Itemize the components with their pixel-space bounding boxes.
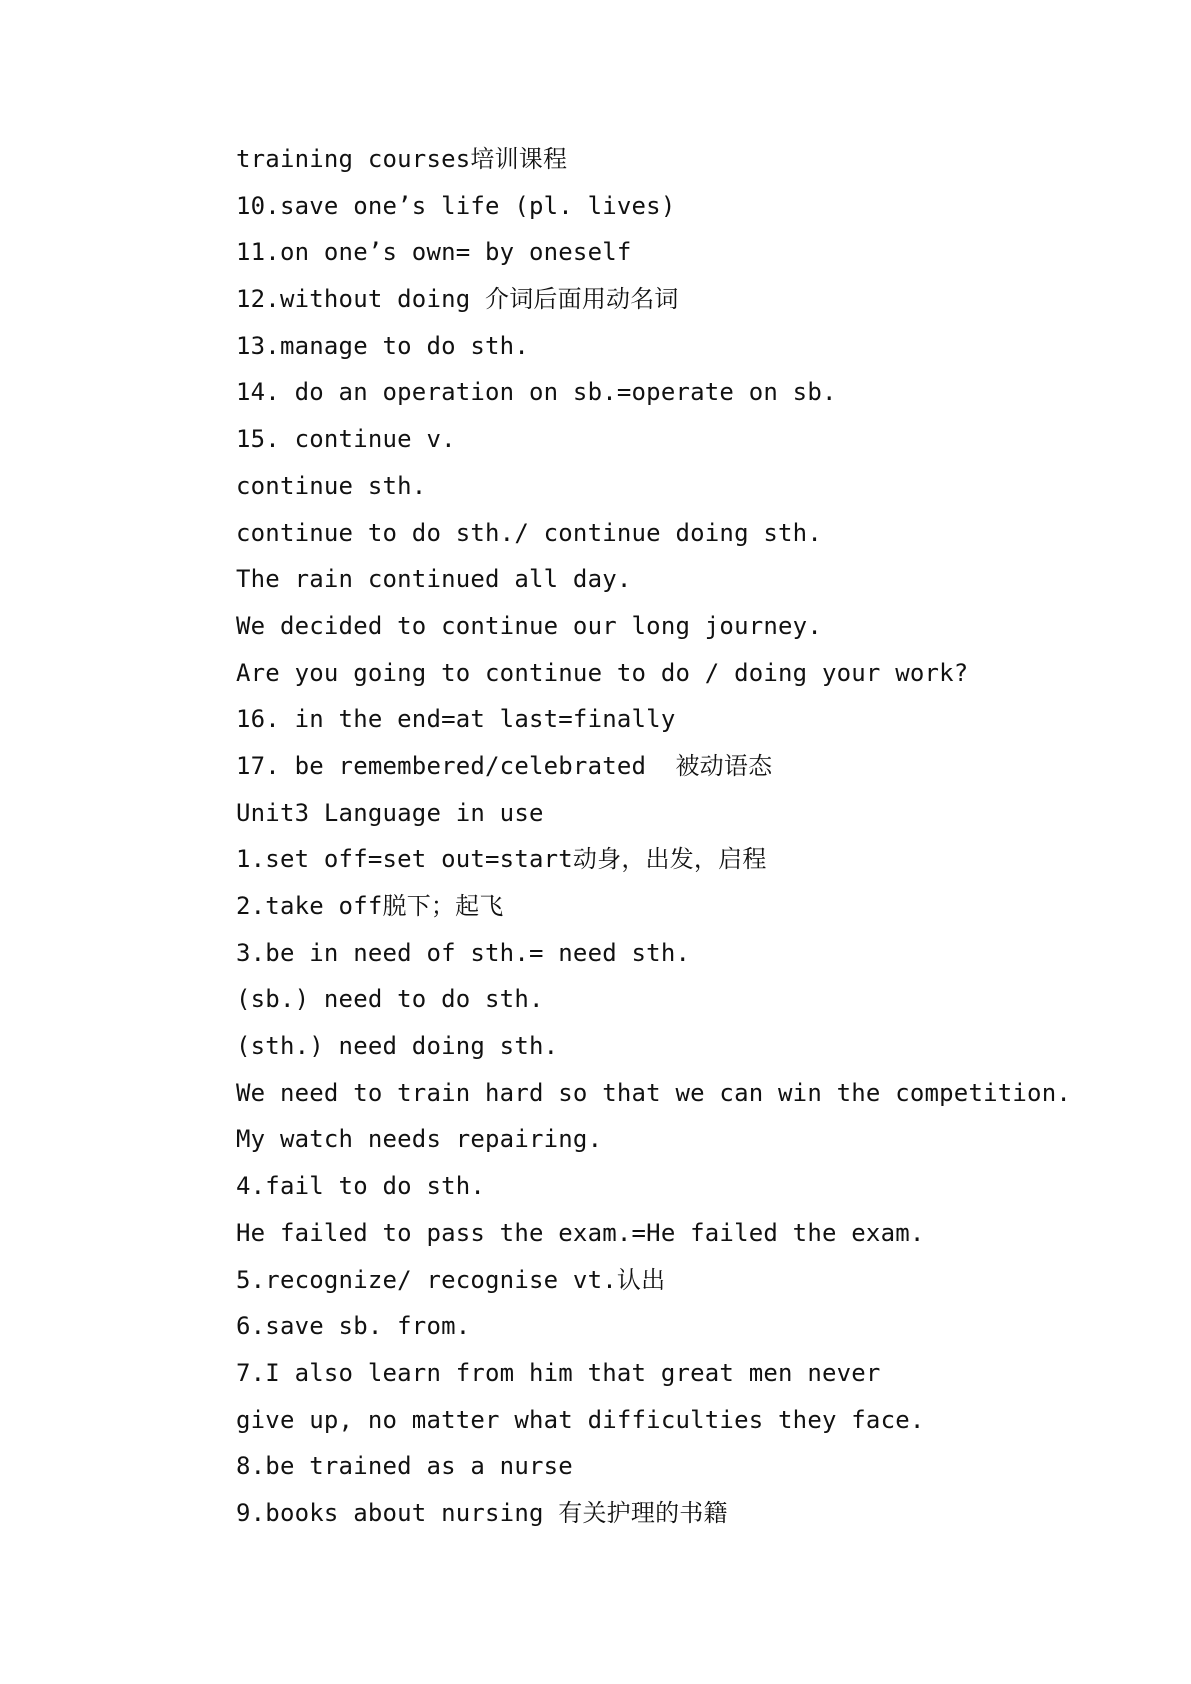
text-line: 7.I also learn from him that great men never <box>236 1358 881 1387</box>
text-line: 13.manage to do sth. <box>236 331 529 360</box>
text-line: 5.recognize/ recognise vt.认出 <box>236 1265 666 1294</box>
section-heading: Unit3 Language in use <box>236 798 544 827</box>
text-line: 4.fail to do sth. <box>236 1172 486 1201</box>
text-line: 6.save sb. from. <box>236 1312 471 1341</box>
text-line: He failed to pass the exam.=He failed the exam. <box>236 1218 925 1247</box>
text-line: 14. do an operation on sb.=operate on sb. <box>236 378 837 407</box>
text-line: (sb.) need to do sth. <box>236 985 544 1014</box>
text-line: 17. be remembered/celebrated 被动语态 <box>236 751 773 780</box>
text-line: continue sth. <box>236 471 427 500</box>
document-body <box>236 136 1096 1537</box>
text-line: 3.be in need of sth.= need sth. <box>236 938 691 967</box>
text-line: 2.take off脱下；起飞 <box>236 892 504 920</box>
text-line: We need to train hard so that we can win the competition. <box>236 1078 1072 1107</box>
text-line: (sth.) need doing sth. <box>236 1032 559 1061</box>
text-line: 10.save one’s life (pl. lives) <box>236 191 676 220</box>
text-line: We decided to continue our long journey. <box>236 611 822 640</box>
text-line: The rain continued all day. <box>236 565 632 594</box>
text-line: 1.set off=set out=start动身，出发，启程 <box>236 845 767 874</box>
text-line: continue to do sth./ continue doing sth. <box>236 518 822 547</box>
text-line: 15. continue v. <box>236 425 456 454</box>
text-line: 11.on one’s own= by oneself <box>236 238 632 267</box>
text-line: give up, no matter what difficulties they face. <box>236 1405 925 1434</box>
text-line: 8.be trained as a nurse <box>236 1452 573 1481</box>
text-line: training courses培训课程 <box>236 145 568 173</box>
text-line: My watch needs repairing. <box>236 1125 603 1154</box>
text-line: 9.books about nursing 有关护理的书籍 <box>236 1498 728 1527</box>
text-line: Are you going to continue to do / doing your work? <box>236 658 969 687</box>
text-line: 16. in the end=at last=finally <box>236 705 676 734</box>
text-line: 12.without doing 介词后面用动名词 <box>236 285 679 314</box>
